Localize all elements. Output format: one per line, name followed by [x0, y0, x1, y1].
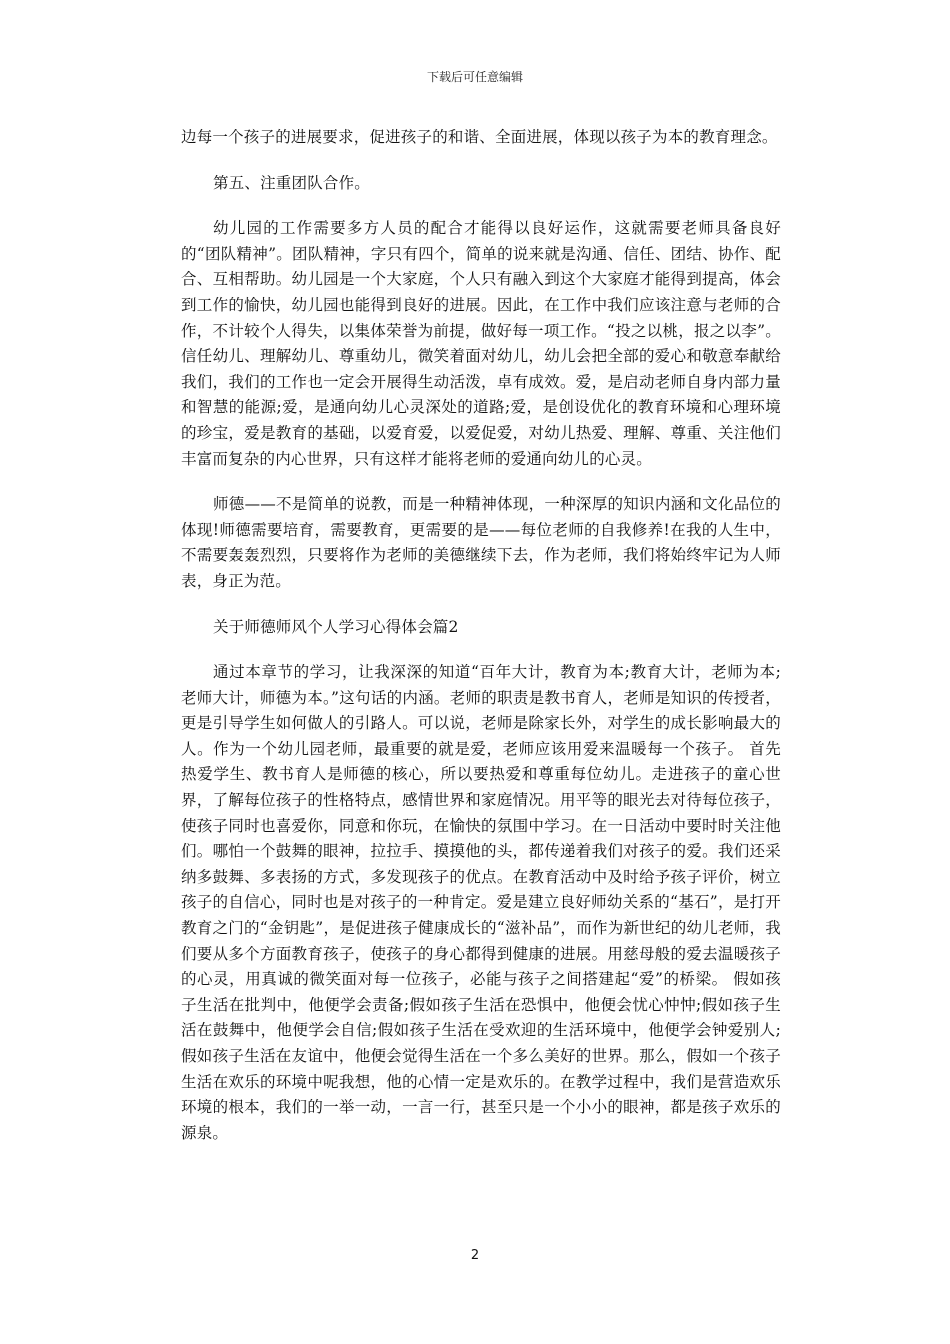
section-heading: 第五、注重团队合作。 — [213, 173, 371, 192]
article-title: 关于师德师风个人学习心得体会篇2 — [213, 617, 459, 636]
page-number: 2 — [470, 1248, 480, 1263]
page-header: 下载后可任意编辑 — [426, 70, 523, 84]
paragraph-gap — [181, 151, 781, 171]
paragraph-continuation: 边每一个孩子的进展要求，促进孩子的和谐、全面进展，体现以孩子为本的教育理念。 — [181, 128, 778, 146]
paragraph-study-reflection: 通过本章节的学习，让我深深的知道“百年大计，教育为本;教育大计，老师为本;老师大计，师德为本。”这句话的内涵。老师的职责是教书育人，老师是知识的传授者，更是引导学生如何做人的引路人。可以说，老师是除家长外，对学生的成长影响最大的人。作为一个幼儿园老师，最重要的就是爱，老师应该用爱来温暖每一个孩子。 首先热爱学生、教书育人是师德的核心，所以要热爱和尊重每位幼儿。走进孩子的童心世界，了解每位孩子的性格特点，感情世界和家庭情况。用平等的眼光去对待每位孩子，使孩子同时也喜爱你，同意和你玩，在愉快的氛围中学习。在一日活动中要时时关注他们。哪怕一个鼓舞的眼神，拉拉手、摸摸他的头，都传递着我们对孩子的爱。我们还采纳多鼓舞、多表扬的方式，多发现孩子的优点。在教育活动中及时给予孩子评价，树立孩子的自信心，同时也是对孩子的一种肯定。爱是建立良好师幼关系的“基石”，是打开教育之门的“金钥匙”，是促进孩子健康成长的“滋补品”，而作为新世纪的幼儿老师，我们要从多个方面教育孩子，使孩子的身心都得到健康的进展。用慈母般的爱去温暖孩子的心灵，用真诚的微笑面对每一位孩子，必能与孩子之间搭建起“爱”的桥梁。 假如孩子生活在批判中，他便学会责备;假如孩子生活在恐惧中，他便会忧心忡忡;假如孩子生活在鼓舞中，他便学会自信;假如孩子生活在受欢迎的生活环境中，他便学会钟爱别人;假如孩子生活在友谊中，他便会觉得生活在一个多么美好的世界。那么，假如一个孩子生活在欢乐的环境中呢我想，他的心情一定是欢乐的。在教学过程中，我们是营造欢乐环境的根本，我们的一举一动，一言一行，甚至只是一个小小的眼神，都是孩子欢乐的源泉。 — [181, 663, 781, 1142]
document-body — [181, 125, 781, 1146]
paragraph-teacher-ethics: 师德——不是简单的说教，而是一种精神体现，一种深厚的知识内涵和文化品位的体现!师德需要培育，需要教育，更需要的是——每位老师的自我修养!在我的人生中，不需要轰轰烈烈，只要将作为老师的美德继续下去，作为老师，我们将始终牢记为人师表，身正为范。 — [181, 495, 781, 590]
paragraph-gap — [181, 196, 781, 216]
paragraph-gap — [181, 640, 781, 660]
paragraph-teamwork: 幼儿园的工作需要多方人员的配合才能得以良好运作，这就需要老师具备良好的“团队精神”。团队精神，字只有四个，简单的说来就是沟通、信任、团结、协作、配合、互相帮助。幼儿园是一个大家庭，个人只有融入到这个大家庭才能得到提高，体会到工作的愉快，幼儿园也能得到良好的进展。因此，在工作中我们应该注意与老师的合作，不计较个人得失，以集体荣誉为前提，做好每一项工作。“投之以桃，报之以李”。信任幼儿、理解幼儿、尊重幼儿，微笑着面对幼儿，幼儿会把全部的爱心和敬意奉献给我们，我们的工作也一定会开展得生动活泼，卓有成效。爱，是启动老师自身内部力量和智慧的能源;爱，是通向幼儿心灵深处的道路;爱，是创设优化的教育环境和心理环境的珍宝，爱是教育的基础，以爱育爱，以爱促爱，对幼儿热爱、理解、尊重、关注他们丰富而复杂的内心世界，只有这样才能将老师的爱通向幼儿的心灵。 — [181, 219, 781, 468]
paragraph-gap — [181, 472, 781, 492]
paragraph-gap — [181, 595, 781, 615]
